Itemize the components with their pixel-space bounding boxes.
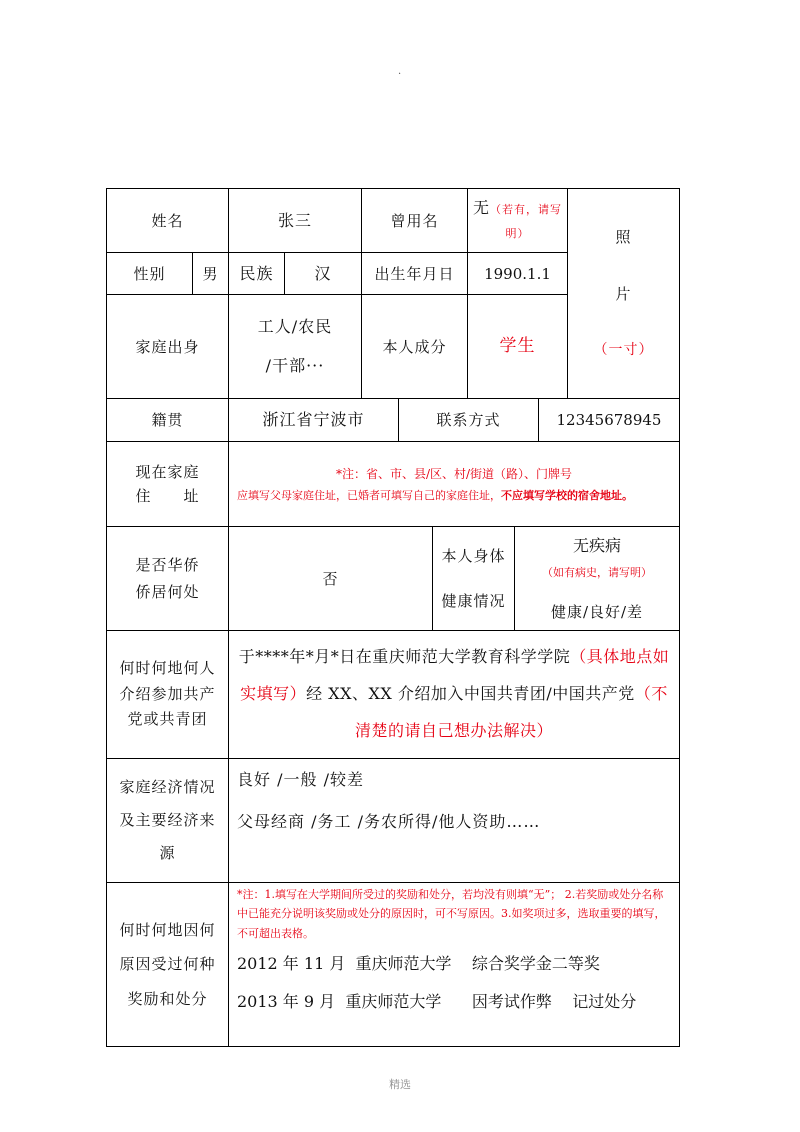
economy-label — [107, 759, 228, 882]
award-1: 2012 年 11 月 重庆师范大学 综合奖学金二等奖 — [237, 953, 600, 973]
party-label-line-1: 何时何地何人 — [119, 659, 216, 678]
overseas-label-line-2: 侨居何处 — [135, 582, 200, 601]
health-value — [515, 527, 679, 630]
overseas-label — [107, 527, 228, 630]
overseas-value: 否 — [322, 569, 339, 588]
party-text-a: 于****年*月*日在重庆师范大学教育科学学院 — [238, 647, 571, 667]
economy-label-line-3: 源 — [159, 844, 176, 862]
address-label-line-1: 现在家庭 — [135, 463, 200, 481]
health-options: 健康/良好/差 — [550, 603, 644, 621]
health-label — [433, 527, 514, 630]
alias-value: 无 — [472, 198, 490, 218]
awards-label-line-1: 何时何地因何 — [119, 920, 216, 939]
native-label: 籍贯 — [151, 411, 184, 429]
alias-cell — [468, 189, 567, 252]
award-2: 2013 年 9 月 重庆师范大学 因考试作弊 记过处分 — [237, 992, 637, 1012]
economy-line-2: 父母经商 /务工 /务农所得/他人资助…… — [237, 811, 541, 831]
alias-note: （若有，请写明） — [490, 203, 562, 240]
contact-value: 12345678945 — [556, 411, 662, 429]
photo-size: （一寸） — [593, 342, 654, 359]
party-value — [229, 631, 679, 758]
economy-value — [229, 759, 679, 882]
contact-label: 联系方式 — [436, 411, 501, 429]
economy-label-line-1: 家庭经济情况 — [119, 778, 216, 796]
party-text-d: （不清楚的请自己想办法解决） — [354, 684, 668, 740]
family-origin-line-2: /干部··· — [265, 355, 325, 375]
header-mark: . — [398, 66, 402, 77]
name-value: 张三 — [277, 210, 312, 230]
ethnicity-value: 汉 — [314, 263, 332, 283]
family-origin-value — [229, 295, 361, 398]
party-text-c: 经 XX、XX 介绍加入中国共青团/中国共产党 — [306, 684, 635, 704]
ethnicity-label: 民族 — [239, 263, 274, 283]
awards-label — [107, 883, 228, 1046]
native-value: 浙江省宁波市 — [262, 410, 365, 430]
family-origin-label: 家庭出身 — [135, 337, 200, 356]
awards-label-line-3: 奖励和处分 — [127, 989, 208, 1008]
party-label-line-3: 党或共青团 — [127, 710, 208, 729]
address-value — [229, 442, 679, 526]
address-label-line-2: 住 址 — [135, 487, 200, 505]
party-label — [107, 631, 228, 758]
address-label — [107, 442, 228, 526]
health-label-line-2: 健康情况 — [441, 592, 506, 611]
birth-value: 1990.1.1 — [484, 264, 551, 283]
address-note-2a: 应填写父母家庭住址，已婚者可填写自己的家庭住址， — [237, 488, 501, 502]
awards-label-line-2: 原因受过何种 — [119, 955, 216, 974]
economy-label-line-2: 及主要经济来 — [119, 811, 216, 829]
photo-char-2: 片 — [615, 285, 632, 304]
awards-note: *注：1.填写在大学期间所受过的奖励和处分，若均没有则填“无”； 2.若奖励或处分名称中已能充分说明该奖励或处分的原因时，可不写原因。3.如奖项过多，选取重要的填写，不可超出表格。 — [237, 888, 666, 940]
health-value-text: 无疾病 — [572, 536, 621, 555]
family-origin-line-1: 工人/农民 — [257, 317, 333, 337]
party-text-b: （具体地点如实填写） — [240, 647, 670, 704]
awards-value — [229, 883, 679, 1046]
name-label: 姓名 — [151, 211, 184, 230]
economy-line-1: 良好 /一般 /较差 — [237, 770, 364, 789]
overseas-label-line-1: 是否华侨 — [135, 555, 200, 574]
gender-label: 性别 — [133, 264, 166, 283]
party-label-line-2: 介绍参加共产 — [119, 684, 216, 703]
own-status-value: 学生 — [499, 335, 536, 356]
health-label-line-1: 本人身体 — [441, 546, 506, 565]
photo-char-1: 照 — [615, 228, 632, 247]
footer-label: 精选 — [389, 1078, 411, 1091]
gender-value: 男 — [202, 264, 219, 283]
photo-area — [568, 189, 679, 398]
own-status-label: 本人成分 — [382, 337, 447, 356]
birth-label: 出生年月日 — [374, 264, 455, 283]
alias-label: 曾用名 — [390, 211, 439, 230]
health-note: （如有病史，请写明） — [542, 565, 652, 579]
address-note-1: *注：省、市、县/区、村/街道（路）、门牌号 — [335, 466, 573, 481]
address-note-2b: 不应填写学校的宿舍地址。 — [501, 488, 633, 502]
